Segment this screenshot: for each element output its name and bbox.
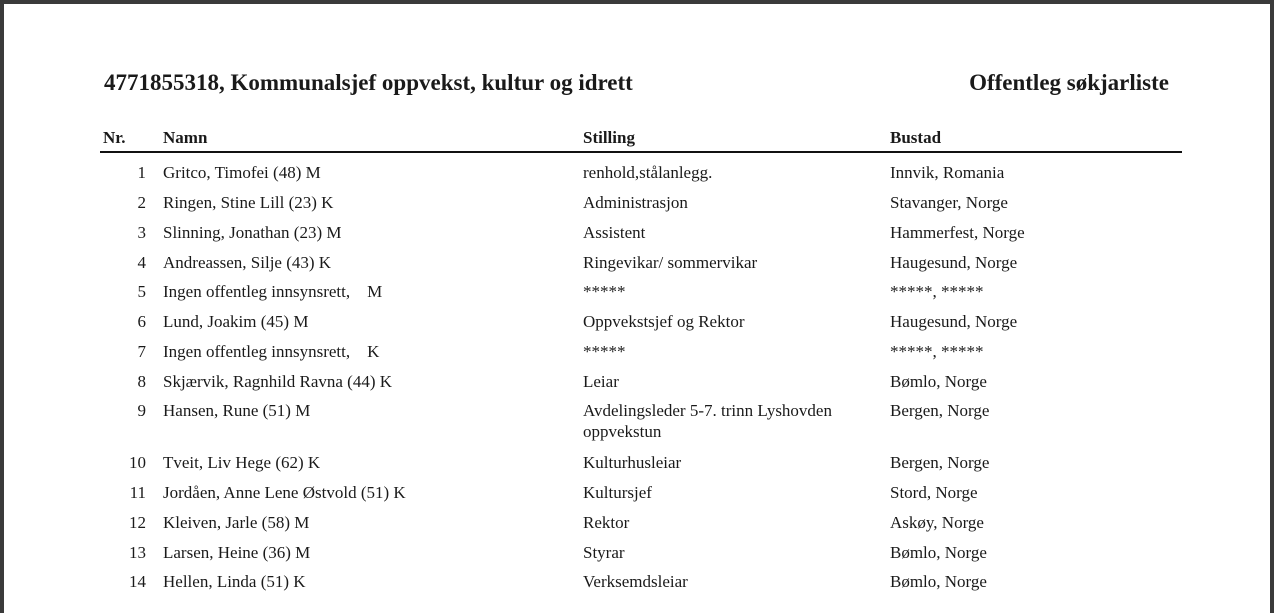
row-number: 6 [137,312,146,331]
applicant-residence: Bømlo, Norge [890,543,987,562]
row-number: 9 [137,401,146,420]
applicant-residence: Haugesund, Norge [890,312,1018,331]
row-number: 3 [137,223,146,242]
applicant-residence: Innvik, Romania [890,163,1005,182]
row-number: 5 [137,282,146,301]
column-header-bustad: Bustad [890,128,942,147]
applicant-position: Administrasjon [583,193,688,212]
row-number: 1 [137,163,146,182]
applicant-residence: Askøy, Norge [890,513,984,532]
applicant-residence: Stavanger, Norge [890,193,1008,212]
applicant-position: ***** [583,282,626,301]
applicant-name: Lund, Joakim (45) M [163,312,309,331]
header-divider [100,151,1182,153]
applicant-position: Kulturhusleiar [583,453,682,472]
row-number: 11 [129,483,146,502]
applicant-name: Ingen offentleg innsynsrett, K [163,342,380,361]
applicant-name: Slinning, Jonathan (23) M [163,223,342,242]
list-type-title: Offentleg søkjarliste [969,70,1169,95]
applicant-position: Avdelingsleder 5-7. trinn Lyshovden oppvekstun [583,401,832,441]
applicant-position: renhold,stålanlegg. [583,163,713,182]
applicant-name: Tveit, Liv Hege (62) K [163,453,321,472]
applicant-position: Oppvekstsjef og Rektor [583,312,745,331]
applicant-name: Ringen, Stine Lill (23) K [163,193,334,212]
column-header-stilling: Stilling [583,128,635,147]
applicant-name: Ingen offentleg innsynsrett, M [163,282,383,301]
applicant-name: Larsen, Heine (36) M [163,543,311,562]
applicant-residence: Bømlo, Norge [890,372,987,391]
row-number: 7 [137,342,146,361]
applicant-name: Kleiven, Jarle (58) M [163,513,310,532]
applicant-name: Jordåen, Anne Lene Østvold (51) K [163,483,406,502]
column-header-nr: Nr. [103,128,126,147]
row-number: 2 [137,193,146,212]
applicant-position: Rektor [583,513,630,532]
row-number: 8 [137,372,146,391]
applicant-residence: *****, ***** [890,282,984,301]
applicant-residence: Haugesund, Norge [890,253,1018,272]
applicant-position: Verksemdsleiar [583,572,688,591]
applicant-name: Gritco, Timofei (48) M [163,163,321,182]
applicant-residence: Bergen, Norge [890,453,990,472]
document-title: 4771855318, Kommunalsjef oppvekst, kultur og idrett [104,70,633,95]
applicant-name: Andreassen, Silje (43) K [163,253,332,272]
applicant-position: Assistent [583,223,646,242]
applicant-residence: Bergen, Norge [890,401,990,420]
applicant-position: Kultursjef [583,483,652,502]
row-number: 4 [137,253,146,272]
applicant-residence: Stord, Norge [890,483,978,502]
row-number: 13 [129,543,146,562]
row-number: 12 [129,513,146,532]
applicant-position: ***** [583,342,626,361]
applicant-name: Skjærvik, Ragnhild Ravna (44) K [163,372,393,391]
column-header-namn: Namn [163,128,208,147]
row-number: 10 [129,453,146,472]
applicant-name: Hellen, Linda (51) K [163,572,306,591]
row-number: 14 [129,572,146,591]
applicant-residence: Bømlo, Norge [890,572,987,591]
applicant-position: Ringevikar/ sommervikar [583,253,758,272]
applicant-position: Styrar [583,543,625,562]
table-header [4,128,1274,150]
applicant-position: Leiar [583,372,619,391]
applicant-residence: Hammerfest, Norge [890,223,1025,242]
applicant-residence: *****, ***** [890,342,984,361]
applicant-name: Hansen, Rune (51) M [163,401,311,420]
